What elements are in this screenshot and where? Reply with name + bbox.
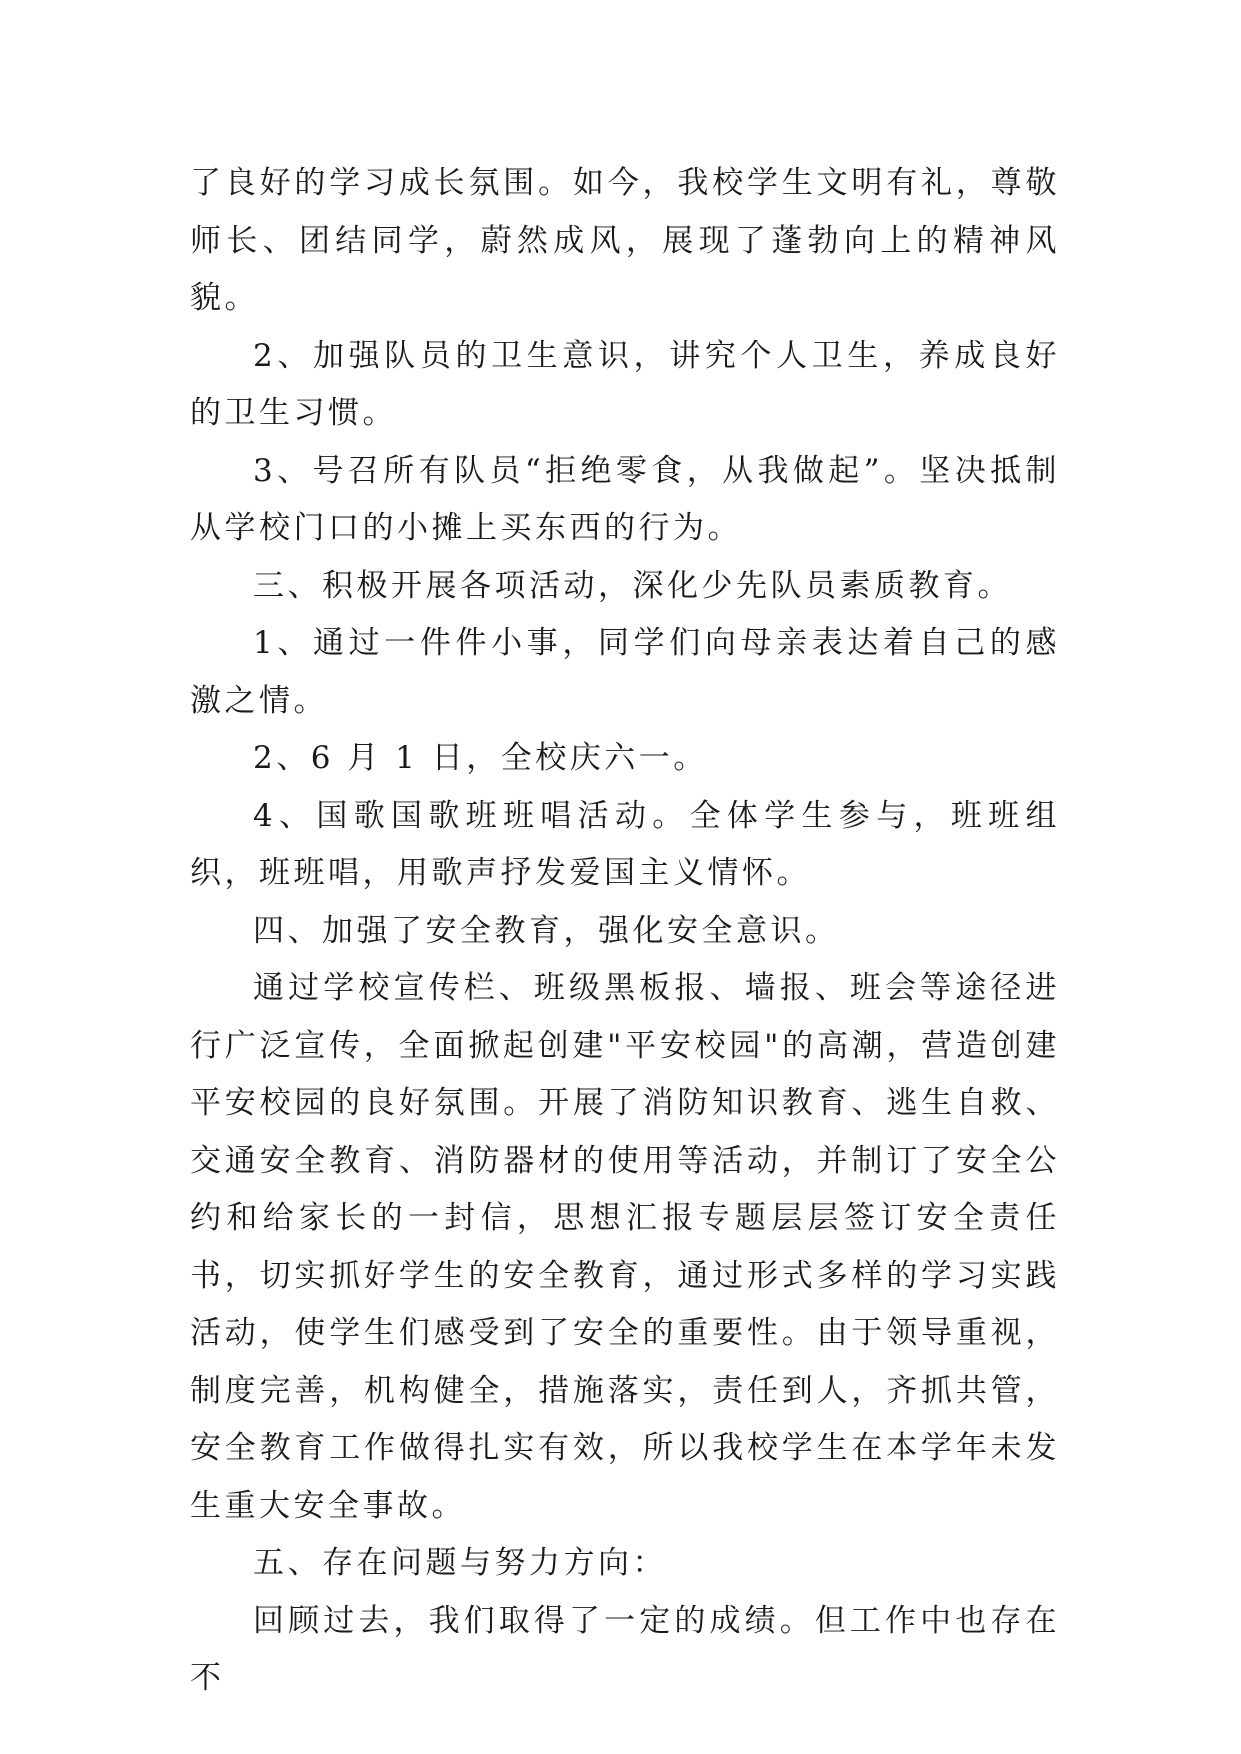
section-heading-5: 五、存在问题与努力方向： <box>253 1545 667 1581</box>
section-heading-3: 三、积极开展各项活动，深化少先队员素质教育。 <box>253 567 1012 604</box>
paragraph-7: 4、国歌国歌班班唱活动。全体学生参与，班班组织，班班唱，用歌声抒发爱国主义情怀。 <box>190 797 1060 891</box>
paragraph-6: 2、6 月 1 日，全校庆六一。 <box>253 740 708 776</box>
paragraph-9: 通过学校宣传栏、班级黑板报、墙报、班会等途径进行广泛宣传，全面掀起创建"平安校园"的高潮，营造创建平安校园的良好氛围。开展了消防知识教育、逃生自救、交通安全教育、消防器材的使用等活动，并制订了安全公约和给家长的一封信，思想汇报专题层层签订安全责任书，切实抓好学生的安全教育，通过形式多样的学习实践活动，使学生们感受到了安全的重要性。由于领导重视，制度完善，机构健全，措施落实，责任到人，齐抓共管，安全教育工作做得扎实有效，所以我校学生在本学年未发生重大安全事故。 <box>190 970 1060 1524</box>
document-body <box>190 155 1060 1708</box>
paragraph-5: 1、通过一件件小事，同学们向母亲表达着自己的感激之情。 <box>190 625 1060 719</box>
paragraph-3: 3、号召所有队员“拒绝零食，从我做起”。坚决抵制从学校门口的小摊上买东西的行为。 <box>190 452 1060 546</box>
paragraph-2: 2、加强队员的卫生意识，讲究个人卫生，养成良好的卫生习惯。 <box>190 337 1060 431</box>
section-heading-4: 四、加强了安全教育，强化安全意识。 <box>253 912 840 949</box>
paragraph-11: 回顾过去，我们取得了一定的成绩。但工作中也存在不 <box>190 1602 1060 1696</box>
paragraph-1: 了良好的学习成长氛围。如今，我校学生文明有礼，尊敬师长、团结同学，蔚然成风，展现了蓬勃向上的精神风貌。 <box>190 165 1060 316</box>
